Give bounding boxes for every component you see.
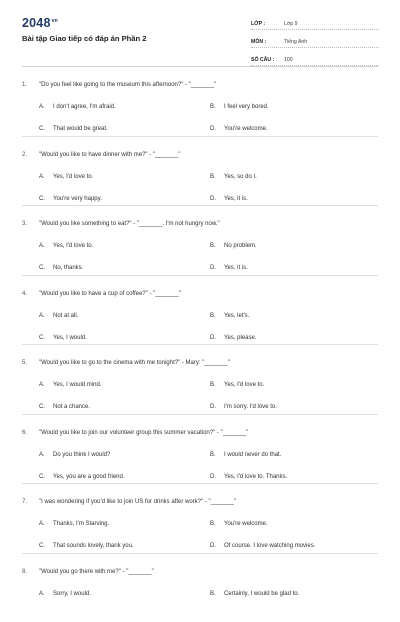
question-stem	[22, 291, 181, 297]
question-item	[22, 554, 378, 622]
option-letter: D.	[210, 196, 224, 202]
option-d[interactable]	[210, 543, 315, 549]
option-text: Yes, let's.	[224, 313, 249, 319]
option-c[interactable]	[39, 474, 125, 480]
option-text: Yes, so do I.	[224, 174, 257, 180]
question-stem	[22, 82, 216, 88]
option-text: Do you think I would?	[53, 452, 110, 458]
option-d[interactable]	[210, 126, 268, 132]
question-text: "Would you go there with me?" - "_______"	[39, 569, 154, 575]
option-d[interactable]	[210, 474, 287, 480]
option-text: I don't agree, I'm afraid.	[53, 104, 116, 110]
question-number: 8.	[22, 569, 39, 575]
option-b[interactable]	[210, 104, 269, 110]
question-item	[22, 276, 378, 346]
meta-info	[251, 14, 379, 68]
option-letter: D.	[210, 404, 224, 410]
option-text: Yes, I would.	[53, 335, 87, 341]
option-c[interactable]	[39, 543, 134, 549]
option-text: I feel very bored.	[224, 104, 269, 110]
option-a[interactable]	[39, 521, 109, 527]
option-text: Not a chance.	[53, 404, 90, 410]
question-stem	[22, 221, 220, 227]
meta-label: MÔN :	[251, 39, 284, 47]
option-a[interactable]	[39, 382, 101, 388]
option-text: You're welcome.	[224, 521, 268, 527]
option-text: You're very happy.	[53, 196, 102, 202]
meta-value: 100	[284, 57, 293, 65]
option-c[interactable]	[39, 196, 102, 202]
option-d[interactable]	[210, 265, 248, 271]
option-text: You're welcome.	[224, 126, 268, 132]
meta-row-count	[251, 50, 379, 66]
option-text: No problem.	[224, 243, 257, 249]
logo-suffix: vn	[52, 18, 58, 24]
question-stem	[22, 430, 248, 436]
option-c[interactable]	[39, 126, 108, 132]
question-item	[22, 67, 378, 137]
option-text: I would never do that.	[224, 452, 281, 458]
option-text: Certainly, I would be glad to.	[224, 591, 299, 597]
question-stem	[22, 360, 230, 366]
question-text: "Would you like to have dinner with me?" - "_______"	[39, 152, 181, 158]
option-text: Yes, I'd love to.	[53, 174, 93, 180]
question-stem	[22, 152, 181, 158]
option-text: Yes, I'd love to. Thanks.	[224, 474, 287, 480]
option-letter: C.	[39, 196, 53, 202]
option-d[interactable]	[210, 335, 256, 341]
meta-label: LỚP :	[251, 21, 284, 29]
question-item	[22, 415, 378, 485]
option-text: Sorry, I would.	[53, 591, 91, 597]
option-text: Yes, you are a good friend.	[53, 474, 125, 480]
option-b[interactable]	[210, 243, 257, 249]
option-letter: C.	[39, 265, 53, 271]
option-text: Not at all.	[53, 313, 78, 319]
option-letter: A.	[39, 382, 53, 388]
option-b[interactable]	[210, 313, 249, 319]
option-letter: C.	[39, 404, 53, 410]
option-text: I'm sorry. I'd love to.	[224, 404, 277, 410]
meta-label: SỐ CÂU :	[251, 57, 284, 65]
option-letter: A.	[39, 591, 53, 597]
question-item	[22, 137, 378, 207]
option-text: That sounds lovely, thank you.	[53, 543, 134, 549]
meta-row-class	[251, 14, 379, 30]
option-text: No, thanks.	[53, 265, 83, 271]
option-b[interactable]	[210, 382, 264, 388]
option-letter: C.	[39, 474, 53, 480]
option-letter: A.	[39, 104, 53, 110]
option-a[interactable]	[39, 104, 116, 110]
option-text: Yes, it is.	[224, 196, 248, 202]
logo-text: 2048	[22, 16, 51, 30]
option-letter: C.	[39, 543, 53, 549]
question-number: 7.	[22, 499, 39, 505]
option-letter: A.	[39, 313, 53, 319]
option-letter: B.	[210, 313, 224, 319]
option-letter: A.	[39, 521, 53, 527]
option-text: Yes, I'd love to.	[53, 243, 93, 249]
option-b[interactable]	[210, 521, 268, 527]
option-letter: D.	[210, 126, 224, 132]
question-number: 2.	[22, 152, 39, 158]
question-text: "Would you like to go to the cinema with me tonight?" - Mary: "_______"	[39, 360, 230, 366]
option-text: Yes, I would mind.	[53, 382, 101, 388]
question-list	[0, 67, 400, 622]
option-c[interactable]	[39, 265, 83, 271]
option-letter: B.	[210, 452, 224, 458]
option-letter: D.	[210, 265, 224, 271]
option-text: Yes, please.	[224, 335, 256, 341]
option-letter: A.	[39, 243, 53, 249]
option-a[interactable]	[39, 313, 78, 319]
option-letter: B.	[210, 521, 224, 527]
question-number: 5.	[22, 360, 39, 366]
question-number: 1.	[22, 82, 39, 88]
option-text: Thanks, I'm Starving.	[53, 521, 109, 527]
option-text: Of course. I love watching movies.	[224, 543, 315, 549]
question-stem	[22, 569, 154, 575]
option-letter: A.	[39, 452, 53, 458]
option-c[interactable]	[39, 404, 90, 410]
option-b[interactable]	[210, 452, 281, 458]
question-text: "Would you like to have a cup of coffee?" - "_______"	[39, 291, 181, 297]
question-text: "Would you like something to eat?" - "_______. I'm not hungry now."	[39, 221, 220, 227]
meta-value: Tiếng Anh	[284, 39, 307, 47]
question-item	[22, 206, 378, 276]
option-letter: B.	[210, 243, 224, 249]
option-letter: B.	[210, 591, 224, 597]
option-letter: D.	[210, 335, 224, 341]
option-a[interactable]	[39, 243, 93, 249]
option-text: Yes, it is.	[224, 265, 248, 271]
option-letter: C.	[39, 335, 53, 341]
question-number: 6.	[22, 430, 39, 436]
option-d[interactable]	[210, 404, 277, 410]
option-b[interactable]	[210, 591, 299, 597]
option-letter: B.	[210, 104, 224, 110]
question-item	[22, 484, 378, 554]
option-letter: D.	[210, 474, 224, 480]
question-item	[22, 345, 378, 415]
question-text: "I was wondering if you'd like to join US for drinks after work?" - "_______"	[39, 499, 236, 505]
page-title: Bài tập Giao tiếp có đáp án Phần 2	[22, 34, 146, 43]
question-number: 3.	[22, 221, 39, 227]
question-text: "Do you feel like going to the museum this afternoon?" - "_______"	[39, 82, 216, 88]
option-text: That would be great.	[53, 126, 108, 132]
option-letter: B.	[210, 174, 224, 180]
option-d[interactable]	[210, 196, 248, 202]
meta-row-subject	[251, 32, 379, 48]
meta-value: Lớp 9	[284, 21, 298, 29]
option-letter: C.	[39, 126, 53, 132]
question-number: 4.	[22, 291, 39, 297]
option-letter: D.	[210, 543, 224, 549]
option-letter: A.	[39, 174, 53, 180]
option-letter: B.	[210, 382, 224, 388]
page-header	[0, 0, 400, 60]
option-a[interactable]	[39, 174, 93, 180]
option-a[interactable]	[39, 452, 110, 458]
option-c[interactable]	[39, 335, 87, 341]
question-text: "Would you like to join our volunteer group this summer vacation?" - "_______"	[39, 430, 248, 436]
site-logo[interactable]	[22, 16, 58, 30]
option-text: Yes, I'd love to.	[224, 382, 264, 388]
option-a[interactable]	[39, 591, 91, 597]
option-b[interactable]	[210, 174, 257, 180]
question-stem	[22, 499, 236, 505]
